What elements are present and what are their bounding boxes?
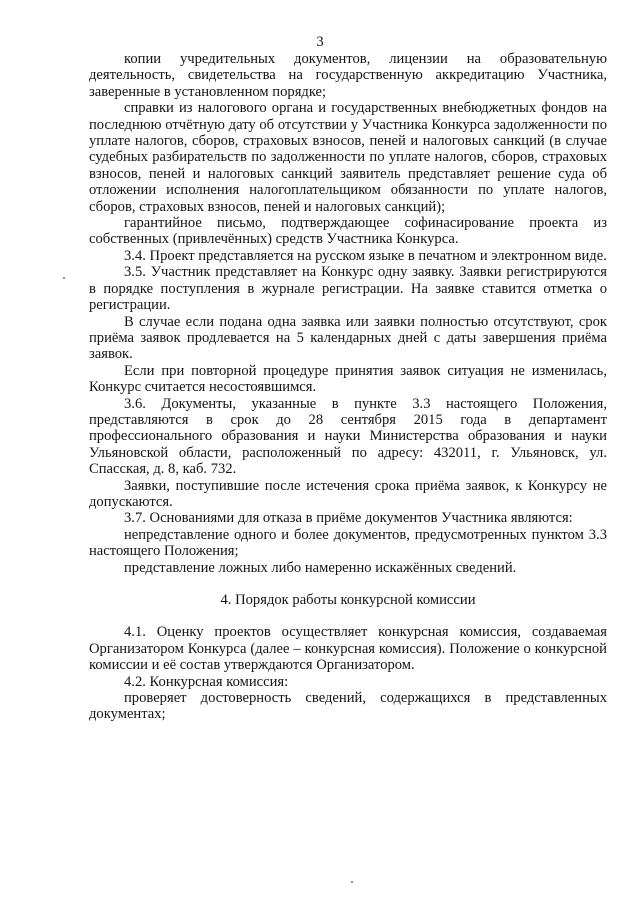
paragraph-late-applications: Заявки, поступившие после истечения срока приёма заявок, к Конкурсу не допускаются. <box>89 477 607 510</box>
scan-speck <box>351 881 353 883</box>
paragraph-3-4: 3.4. Проект представляется на русском языке в печатном и электронном виде. <box>124 247 607 264</box>
document-body <box>89 51 607 723</box>
paragraph-founding-documents: копии учредительных документов, лицензии на образовательную деятельность, свидетельства на государственную аккредитацию Участника, заверенные в установленном порядке; <box>89 51 607 100</box>
paragraph-single-application: В случае если подана одна заявка или заявки полностью отсутствуют, срок приёма заявок продлевается на 5 календарных дней с даты завершения приёма заявок. <box>89 313 607 363</box>
paragraph-3-6: 3.6. Документы, указанные в пункте 3.3 настоящего Положения, представляются в срок до 28 сентября 2015 года в департамент профессионального образования и науки Министерства образования и науки Ульяновской области, расположенный по адресу: 432011, г. Ульяновск, ул. Спасская, д. 8, каб. 732. <box>89 395 607 478</box>
paragraph-repeat-procedure: Если при повторной процедуре принятия заявок ситуация не изменилась, Конкурс считается несостоявшимся. <box>89 362 607 396</box>
scan-speck <box>63 277 65 279</box>
paragraph-4-2: 4.2. Конкурсная комиссия: <box>124 673 289 690</box>
paragraph-tax-certificates: справки из налогового органа и государственных внебюджетных фондов на последнюю отчётную дату об отсутствии у Участника Конкурса задолженности по уплате налогов, сборов, страховых взносов, пеней и налоговых санкций (в случае судебных разбирательств по задолженности по уплате налогов, сборов, страховых взносов, пеней и налоговых санкций заявитель представляет решение суда об отложении исполнения налогоплательщиком обязанности по уплате налогов, сборов, страховых взносов, пеней и налоговых санкций); <box>89 100 607 215</box>
paragraph-false-information: представление ложных либо намеренно искажённых сведений. <box>124 559 517 576</box>
page-number: 3 <box>316 34 324 50</box>
paragraph-missing-documents: непредставление одного и более документов, предусмотренных пунктом 3.3 настоящего Положения; <box>89 526 607 560</box>
paragraph-3-7: 3.7. Основаниями для отказа в приёме документов Участника являются: <box>124 510 573 527</box>
paragraph-4-1: 4.1. Оценку проектов осуществляет конкурсная комиссия, создаваемая Организатором Конкурса (далее – конкурсная комиссия). Положение о конкурсной комиссии и её состав утверждаются Организатором. <box>89 624 607 674</box>
paragraph-verifies-information: проверяет достоверность сведений, содержащихся в представленных документах; <box>89 690 607 723</box>
paragraph-3-5: 3.5. Участник представляет на Конкурс одну заявку. Заявки регистрируются в порядке поступления в журнале регистрации. На заявке ставится отметка о регистрации. <box>89 264 607 314</box>
section-heading: 4. Порядок работы конкурсной комиссии <box>220 592 476 608</box>
paragraph-guarantee-letter: гарантийное письмо, подтверждающее софинасирование проекта из собственных (привлечённых) средств Участника Конкурса. <box>89 215 607 248</box>
